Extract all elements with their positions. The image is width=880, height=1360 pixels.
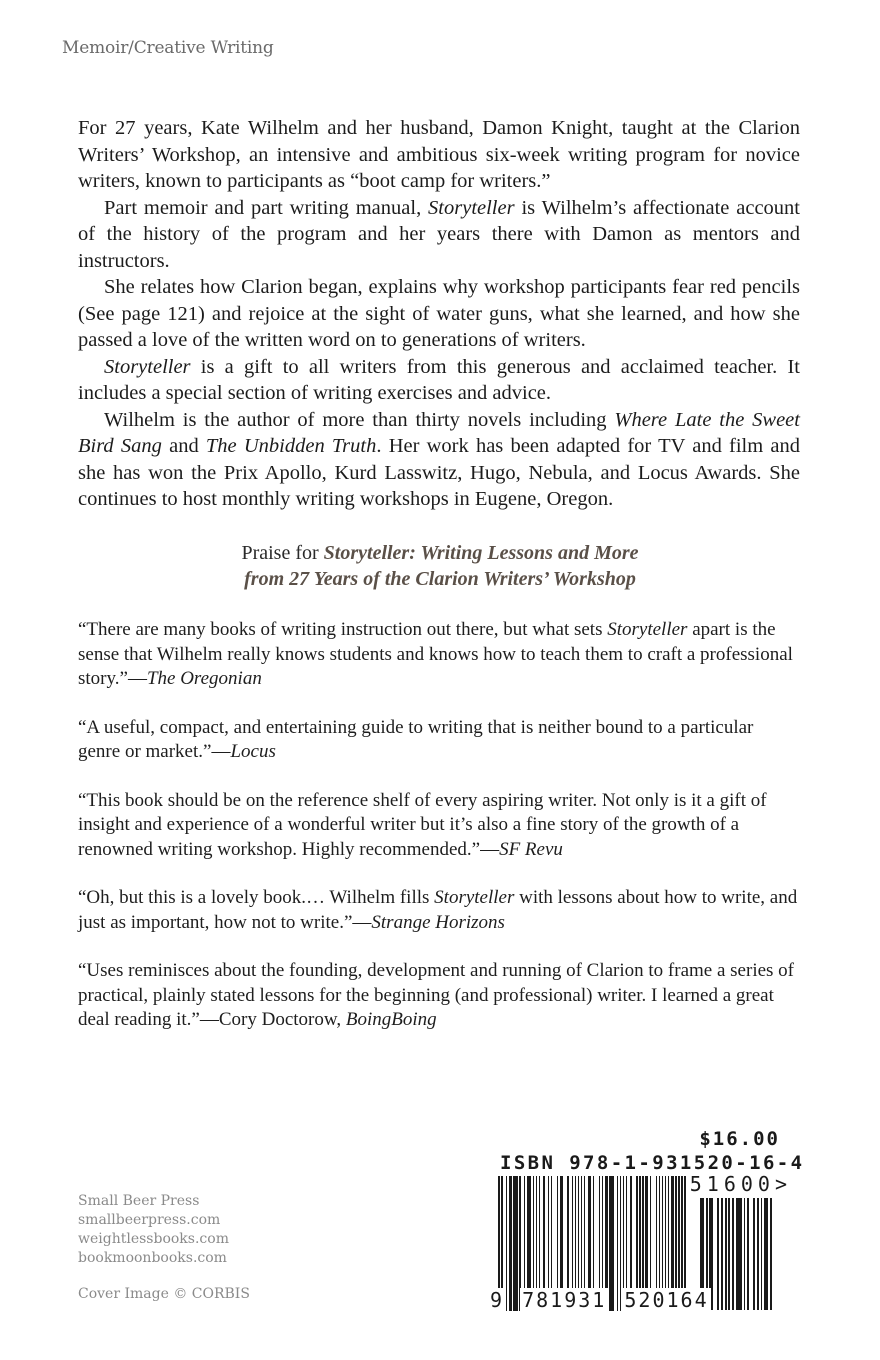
publisher-site: weightlessbooks.com <box>78 1231 229 1247</box>
publisher-site: smallbeerpress.com <box>78 1212 221 1228</box>
publisher-name: Small Beer Press <box>78 1193 200 1209</box>
praise-book-title: Storyteller: Writing Lessons and More <box>323 542 639 564</box>
review-quote: “This book should be on the reference shelf of every aspiring writer. Not only is it a gift of insight and experience of a wonderful writer but it’s also a fine story of the growth of a renowned writing workshop. Highly recommended.”—SF Revu <box>78 789 767 860</box>
review-source: SF Revu <box>499 838 563 860</box>
review-source: Locus <box>230 741 276 762</box>
praise-book-title: from 27 Years of the Clarion Writers’ Workshop <box>244 568 636 590</box>
novel-title: The Unbidden Truth <box>205 435 377 457</box>
description-paragraph: For 27 years, Kate Wilhelm and her husband, Damon Knight, taught at the Clarion Writers’ Workshop, an intensive and ambitious six-week writing program for novice writers, known to participants as “boot camp for writers.” <box>78 117 800 192</box>
addon-barcode-bars <box>700 1198 788 1310</box>
description-paragraph: Storyteller is a gift to all writers from this generous and acclaimed teacher. It includes a special section of writing exercises and advice. <box>78 355 800 404</box>
price-addon-code: 51600> <box>689 1172 792 1196</box>
isbn-barcode <box>490 1128 805 1318</box>
novel-title: Where Late the Sweet Bird Sang <box>78 408 800 457</box>
publisher-site: bookmoonbooks.com <box>78 1250 227 1266</box>
review-source: BoingBoing <box>345 1009 437 1030</box>
book-title-italic: Storyteller <box>428 196 515 219</box>
praise-quotes <box>78 618 798 1057</box>
cover-credit: Cover Image © CORBIS <box>78 1286 250 1302</box>
review-quote: “There are many books of writing instruction out there, but what sets Storyteller apart is the sense that Wilhelm really knows students and knows how to teach them to craft a professional story.”—The Oregonian <box>78 619 793 689</box>
price-label: $16.00 <box>699 1128 780 1150</box>
ean-digits: 9 781931 520164 <box>490 1288 709 1312</box>
isbn-label: ISBN 978-1-931520-16-4 <box>500 1152 805 1174</box>
genre-label: Memoir/Creative Writing <box>62 38 274 58</box>
description-paragraph: Part memoir and part writing manual, Storyteller is Wilhelm’s affectionate account of the history of the program and her years there with Damon as mentors and instructors. <box>78 196 800 272</box>
review-quote: “A useful, compact, and entertaining guide to writing that is neither bound to a particular genre or market.”—Locus <box>78 716 754 762</box>
author-bio-paragraph: Wilhelm is the author of more than thirty novels including Where Late the Sweet Bird Sang and The Unbidden Truth. Her work has been adapted for TV and film and she has won the Prix Apollo, Kurd Lasswitz, Hugo, Nebula, and Locus Awards. She continues to host monthly writing workshops in Eugene, Oregon. <box>78 408 800 510</box>
review-source: Strange Horizons <box>371 911 505 933</box>
review-quote: “Oh, but this is a lovely book.… Wilhelm fills Storyteller with lessons about how to write, and just as important, how not to write.”—Strange Horizons <box>78 887 798 933</box>
praise-heading: Praise for Storyteller: Writing Lessons and More from 27 Years of the Clarion Writers’ Workshop <box>241 542 639 590</box>
description-paragraph: She relates how Clarion began, explains why workshop participants fear red pencils (See page 121) and rejoice at the sight of water guns, what she learned, and how she passed a love of the written word on to generations of writers. <box>78 276 800 351</box>
book-title-italic: Storyteller <box>104 355 191 378</box>
publisher-info <box>78 1192 229 1268</box>
review-quote: “Uses reminisces about the founding, development and running of Clarion to frame a series of practical, plainly stated lessons for the beginning (and professional) writer. I learned a great deal reading it.”—Cory Doctorow, BoingBoing <box>78 960 794 1030</box>
review-source: The Oregonian <box>146 668 262 689</box>
book-description <box>78 115 800 513</box>
